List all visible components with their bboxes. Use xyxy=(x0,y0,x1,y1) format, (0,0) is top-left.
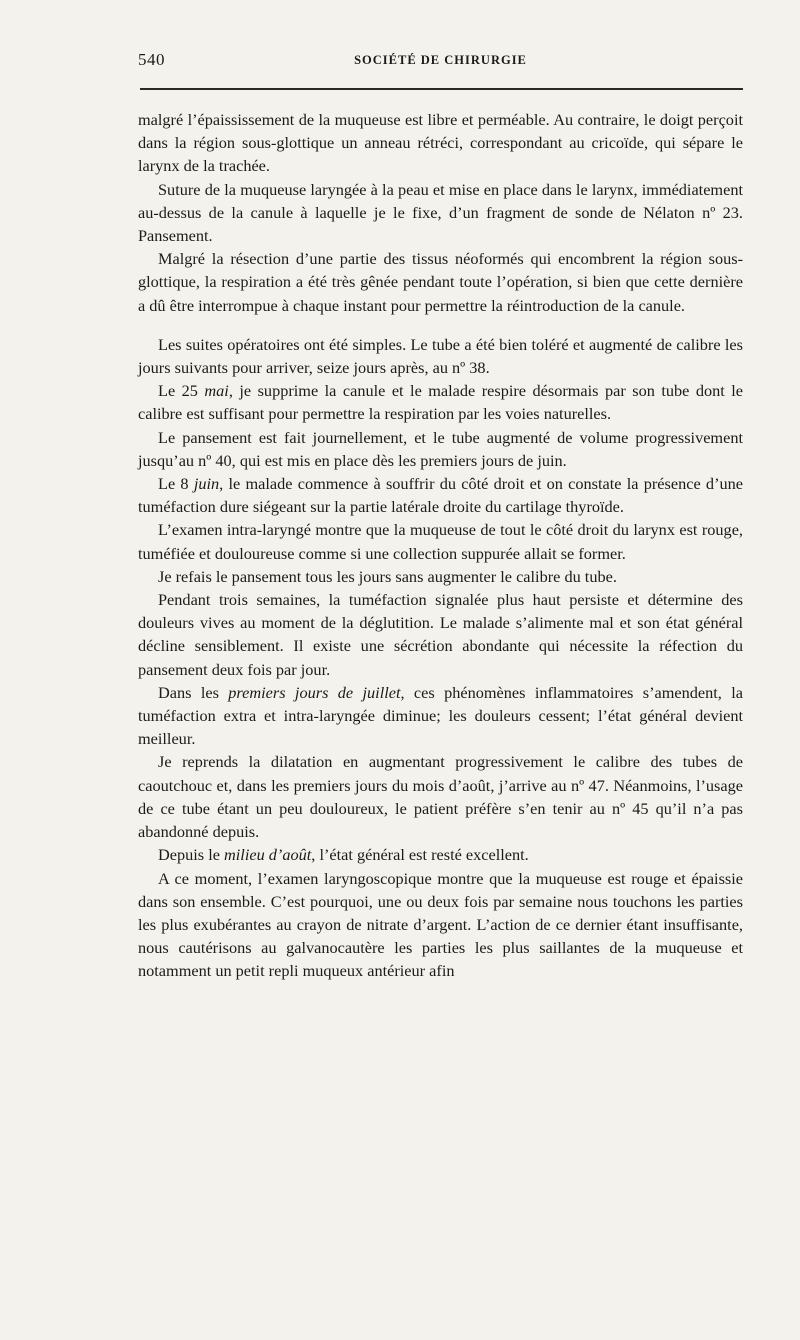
paragraph-date: juin xyxy=(193,474,220,494)
paragraph xyxy=(138,681,743,751)
paragraph-rest: , l’état général est resté excellent. xyxy=(311,845,529,865)
paragraph-rest: , le malade commence à souffrir du côté droit et on constate la présence d’une tuméfaction dure siégeant sur la partie latérale droite du cartilage thyroïde. xyxy=(138,474,744,517)
paragraph-rest: , je supprime la canule et le malade respire désormais par son tube dont le calibre est suffisant pour permettre la respiration par les voies naturelles. xyxy=(138,381,744,424)
body-text xyxy=(138,108,743,983)
page-number: 540 xyxy=(138,50,165,69)
paragraph-lead: Depuis le xyxy=(158,845,225,865)
paragraph: Je refais le pansement tous les jours sans augmenter le calibre du tube. xyxy=(158,566,617,586)
paragraph: malgré l’épaississement de la muqueuse est libre et perméable. Au contraire, le doigt perçoit dans la région sous-glottique un anneau rétréci, correspondant au cricoïde, qui sépare le larynx de la trachée. xyxy=(138,110,743,176)
paragraph: Pendant trois semaines, la tuméfaction signalée plus haut persiste et détermine des douleurs vives au moment de la déglutition. Le malade s’alimente mal et son état général décline sensiblement. Il existe une sécrétion abondante qui nécessite la réfection du pansement deux fois par jour. xyxy=(138,590,743,679)
paragraph-lead: Le 8 xyxy=(158,474,194,494)
paragraph xyxy=(138,379,743,425)
paragraph-rest: , ces phénomènes inflammatoires s’amendent, la tuméfaction extra et intra-laryngée diminue; les douleurs cessent; l’état général devient meilleur. xyxy=(138,682,743,749)
running-title: SOCIÉTÉ DE CHIRURGIE xyxy=(354,53,527,67)
paragraph: A ce moment, l’examen laryngoscopique montre que la muqueuse est rouge et épaissie dans son ensemble. C’est pourquoi, une ou deux fois par semaine nous touchons les parties les plus exubérantes au crayon de nitrate d’argent. L’action de ce dernier étant insuffisante, nous cautérisons au galvanocautère les parties les plus saillantes de la muqueuse et notamment un petit repli muqueux antérieur afin xyxy=(138,868,743,981)
paragraph: Les suites opératoires ont été simples. Le tube a été bien toléré et augmenté de calibre les jours suivants pour arriver, seize jours après, au nº 38. xyxy=(138,334,743,378)
paragraph: L’examen intra-laryngé montre que la muqueuse de tout le côté droit du larynx est rouge, tuméfiée et douloureuse comme si une collection suppurée allait se former. xyxy=(138,520,743,563)
paragraph: Suture de la muqueuse laryngée à la peau et mise en place dans le larynx, immédiatement au-dessus de la canule à laquelle je le fixe, d’un fragment de sonde de Nélaton nº 23. Pansement. xyxy=(138,179,743,246)
paragraph: Malgré la résection d’une partie des tissus néoformés qui encombrent la région sous-glottique, la respiration a été très gênée pendant toute l’opération, si bien que cette dernière a dû être interrompue à chaque instant pour permettre la réintroduction de la canule. xyxy=(138,249,743,315)
paragraph-date: milieu d’août xyxy=(224,845,312,865)
paragraph-lead: Dans les xyxy=(158,682,229,702)
paragraph-date: premiers jours de juillet xyxy=(228,682,401,702)
paragraph-date: mai xyxy=(204,381,229,401)
paragraph: Le pansement est fait journellement, et le tube augmenté de volume progressivement jusqu’au nº 40, qui est mis en place dès les premiers jours de juin. xyxy=(138,427,743,470)
page-header xyxy=(138,50,743,74)
paragraph-lead: Le 25 xyxy=(158,381,205,401)
header-rule xyxy=(140,88,743,90)
paragraph: Je reprends la dilatation en augmentant progressivement le calibre des tubes de caoutchouc et, dans les premiers jours du mois d’août, j’arrive au nº 47. Néanmoins, l’usage de ce tube étant un peu douloureux, le patient préfère s’en tenir au nº 45 qu’il n’a pas abandonné depuis. xyxy=(138,752,743,842)
paragraph xyxy=(138,843,743,866)
paragraph xyxy=(138,472,743,518)
